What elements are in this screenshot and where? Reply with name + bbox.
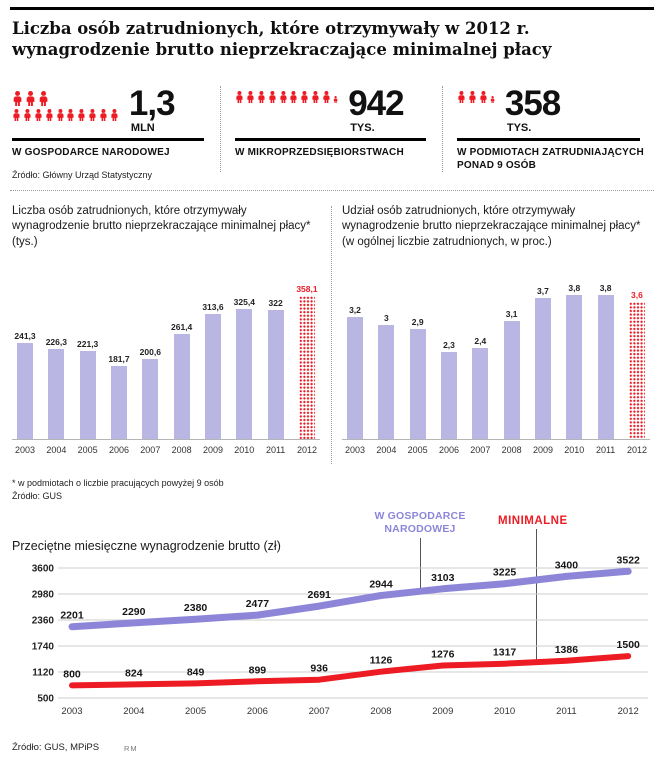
bar-year-label: 2008 <box>171 445 192 455</box>
bar-value-label: 3,6 <box>631 290 643 301</box>
bar-value-label: 358,1 <box>296 283 318 294</box>
bar-value-label: 2,4 <box>474 335 487 346</box>
point-label: 824 <box>125 667 143 680</box>
bar-value-label: 241,3 <box>14 330 36 341</box>
bar <box>598 295 614 439</box>
bar <box>535 298 551 439</box>
bar-column <box>530 286 556 439</box>
bar <box>142 359 158 439</box>
bar <box>205 314 221 439</box>
stat-value: 1,3 <box>128 84 175 123</box>
bar-column <box>263 298 289 439</box>
person-icon <box>12 91 23 106</box>
person-icons-group <box>235 86 338 103</box>
bar-value-label: 322 <box>268 298 283 309</box>
source-gus: Źródło: GUS <box>12 491 63 501</box>
bar-value-label: 200,6 <box>139 346 161 357</box>
bar-value-label: 313,6 <box>202 301 224 312</box>
x-tick-label: 2010 <box>494 706 516 717</box>
stat-unit: TYS. <box>350 122 375 134</box>
bar-column <box>405 317 431 439</box>
panel-liczba-osob <box>12 204 320 464</box>
point-label: 3400 <box>554 559 579 572</box>
stat-label: W GOSPODARCE NARODOWEJ <box>12 147 170 158</box>
point-label: 849 <box>186 666 205 679</box>
stat-top <box>12 86 212 138</box>
bar-value-label: 261,4 <box>171 322 193 333</box>
stat-number-block <box>348 86 403 134</box>
bar-value-label: 2,3 <box>443 339 455 350</box>
bar-year-label: 2010 <box>564 445 585 455</box>
person-icon <box>311 91 320 103</box>
bar-value-label: 221,3 <box>77 338 99 349</box>
bar-column <box>294 284 320 439</box>
bar <box>566 295 582 439</box>
person-icon <box>235 91 244 103</box>
bar-year-label: 2008 <box>501 445 522 455</box>
bar-value-label: 181,7 <box>108 354 130 365</box>
x-tick-label: 2009 <box>432 706 454 717</box>
person-icon <box>110 109 119 121</box>
person-icon <box>479 91 488 103</box>
bar-year-label: 2004 <box>376 445 397 455</box>
bar <box>441 352 457 439</box>
bar-year-label: 2007 <box>470 445 491 455</box>
point-label: 800 <box>63 668 81 681</box>
bar-year-label: 2009 <box>202 445 223 455</box>
bar <box>472 348 488 439</box>
person-icon <box>25 91 36 106</box>
bar-highlighted <box>629 302 645 439</box>
x-tick-label: 2007 <box>308 706 330 717</box>
person-icon-row <box>12 91 119 106</box>
bar-chart-udzial <box>342 274 650 455</box>
bar-highlighted <box>299 296 315 439</box>
person-icon <box>490 96 495 103</box>
point-label: 2691 <box>307 589 331 602</box>
bar <box>347 317 363 439</box>
bar-year-label: 2009 <box>532 445 553 455</box>
stat-label: W MIKROPRZEDSIĘBIORSTWACH <box>235 147 404 158</box>
credit-rm: RM <box>124 744 138 753</box>
bar-column <box>593 283 619 439</box>
bar-column <box>373 313 399 439</box>
person-icon <box>45 109 54 121</box>
stat-underline <box>12 138 204 141</box>
x-axis-labels <box>12 445 320 455</box>
wage-line-chart <box>8 554 656 730</box>
line-chart-title: Przeciętne miesięczne wynagrodzenie brutto (zł) <box>12 539 281 553</box>
bar-chart-title: Udział osób zatrudnionych, które otrzymywały wynagrodzenie brutto nieprzekraczające minimalnej płacy* (w ogólnej liczbie zatrudnionych, w proc.) <box>342 205 641 248</box>
bar-value-label: 3,8 <box>599 282 612 293</box>
bar-column <box>137 347 163 439</box>
person-icon <box>23 109 32 121</box>
x-tick-label: 2004 <box>123 706 145 717</box>
person-icon <box>99 109 108 121</box>
point-label: 2290 <box>122 605 146 618</box>
bar <box>174 334 190 439</box>
source-gus-full: Źródło: Główny Urząd Statystyczny <box>12 170 153 180</box>
y-tick-label: 2980 <box>31 589 54 601</box>
x-tick-label: 2011 <box>556 706 577 717</box>
point-label: 1500 <box>616 639 640 652</box>
x-tick-label: 2012 <box>617 706 639 717</box>
bar-column <box>624 290 650 439</box>
person-icon <box>66 109 75 121</box>
stats-row <box>12 86 656 172</box>
bar <box>378 325 394 439</box>
bar <box>268 310 284 439</box>
bar-column <box>231 297 257 439</box>
x-tick-label: 2006 <box>246 706 268 717</box>
bar-column <box>169 322 195 439</box>
y-tick-label: 2360 <box>31 615 54 627</box>
title-line-2: wynagrodzenie brutto nieprzekraczające minimalnej płacy <box>12 40 552 60</box>
top-rule <box>10 7 654 10</box>
bar-value-label: 3,1 <box>505 309 518 320</box>
bar-year-label: 2005 <box>407 445 428 455</box>
bar <box>410 329 426 439</box>
bar-chart-title: Liczba osób zatrudnionych, które otrzymywały wynagrodzenie brutto nieprzekraczające minimalnej płacy* (tys.) <box>12 205 311 248</box>
bar-column <box>436 340 462 439</box>
bar <box>236 309 252 439</box>
point-label: 1317 <box>492 646 517 659</box>
person-icon <box>34 109 43 121</box>
point-label: 3522 <box>616 554 640 567</box>
bar-value-label: 3,2 <box>349 305 361 316</box>
x-tick-label: 2008 <box>370 706 392 717</box>
series-line-minimalne <box>72 656 628 685</box>
bar-column <box>75 339 101 440</box>
footnote: * w podmiotach o liczbie pracujących powyżej 9 osób <box>12 478 224 488</box>
person-icon <box>268 91 277 103</box>
stat-value: 942 <box>348 84 404 123</box>
stat-underline <box>235 138 426 141</box>
stat-gospodarka-narodowa <box>12 86 220 172</box>
bar-column <box>342 305 368 439</box>
bar-value-label: 2,9 <box>411 316 424 327</box>
person-icon <box>257 91 266 103</box>
bar-column <box>499 309 525 439</box>
bar <box>111 366 127 439</box>
bar-value-label: 226,3 <box>45 336 67 347</box>
person-icon <box>322 91 331 103</box>
point-label: 2380 <box>183 602 208 615</box>
bar-year-label: 2012 <box>626 445 647 455</box>
point-label: 1386 <box>554 643 579 656</box>
point-label: 3225 <box>492 566 517 579</box>
person-icon-row <box>12 109 119 121</box>
source-gus-mpips: Źródło: GUS, MPiPS <box>12 742 100 753</box>
bar <box>17 343 33 440</box>
person-icon <box>12 109 21 121</box>
legend-minimalne: MINIMALNE <box>498 515 568 527</box>
page-title <box>12 18 551 60</box>
stat-underline <box>457 138 640 141</box>
bar-column <box>43 337 69 440</box>
point-label: 1126 <box>369 654 393 667</box>
bar-charts-row <box>12 204 652 464</box>
bar-year-label: 2005 <box>77 445 98 455</box>
stat-mikroprzedsiebiorstwa <box>220 86 442 172</box>
bar-year-label: 2012 <box>296 445 317 455</box>
title-line-1: Liczba osób zatrudnionych, które otrzymywały w 2012 r. <box>12 19 530 38</box>
y-tick-label: 1120 <box>32 667 54 679</box>
bar-column <box>200 302 226 439</box>
point-label: 3103 <box>431 571 455 584</box>
bar-value-label: 3,7 <box>537 286 549 297</box>
person-icon <box>279 91 288 103</box>
x-axis-labels <box>342 445 650 455</box>
y-tick-label: 1740 <box>31 641 54 653</box>
point-label: 2944 <box>369 578 393 591</box>
bar-year-label: 2007 <box>140 445 161 455</box>
person-icons-group <box>457 86 495 103</box>
x-tick-label: 2003 <box>61 706 83 717</box>
person-icon-row <box>235 91 338 103</box>
bar-column <box>467 336 493 439</box>
person-icons-group <box>12 86 119 121</box>
bar-year-label: 2004 <box>46 445 67 455</box>
stat-top <box>235 86 434 138</box>
person-icon <box>56 109 65 121</box>
y-tick-label: 3600 <box>31 563 54 575</box>
panel-udzial-osob <box>342 204 650 464</box>
stat-unit: MLN <box>130 122 155 134</box>
x-tick-label: 2005 <box>185 706 207 717</box>
point-label: 899 <box>248 664 267 677</box>
point-label: 936 <box>310 662 328 675</box>
bar <box>504 321 520 439</box>
point-label: 2201 <box>60 609 84 622</box>
bar-year-label: 2011 <box>265 445 286 455</box>
stat-value: 358 <box>504 84 561 123</box>
bar-chart-liczba <box>12 274 320 455</box>
person-icon <box>333 96 338 103</box>
person-icon-row <box>457 91 495 103</box>
panel-divider <box>331 206 332 464</box>
series-line-gospodarka <box>72 571 628 626</box>
legend-gospodarka-narodowa: W GOSPODARCE NARODOWEJ <box>374 510 466 536</box>
bars-area <box>12 274 320 440</box>
bar-year-label: 2003 <box>14 445 36 455</box>
bar-year-label: 2010 <box>234 445 255 455</box>
bar-column <box>106 354 132 439</box>
stat-label: W PODMIOTACH ZATRUDNIAJĄCYCH PONAD 9 OSÓB <box>457 147 644 171</box>
stat-top <box>457 86 648 138</box>
y-tick-label: 500 <box>37 693 54 705</box>
bar-year-label: 2006 <box>108 445 129 455</box>
stat-unit: TYS. <box>506 122 532 134</box>
bar-year-label: 2003 <box>344 445 366 455</box>
bar-year-label: 2006 <box>438 445 459 455</box>
person-icon <box>77 109 86 121</box>
person-icon <box>468 91 477 103</box>
person-icon <box>88 109 97 121</box>
person-icon <box>38 91 49 106</box>
point-label: 1276 <box>431 648 455 661</box>
section-divider <box>10 190 654 191</box>
bar-value-label: 3 <box>383 313 389 323</box>
bars-area <box>342 274 650 440</box>
wage-chart-section <box>0 508 664 738</box>
point-label: 2477 <box>245 598 270 611</box>
bar-column <box>12 331 38 440</box>
bar-column <box>561 283 587 439</box>
bar-year-label: 2011 <box>595 445 616 455</box>
person-icon <box>289 91 298 103</box>
bar-value-label: 3,8 <box>568 282 581 293</box>
bar <box>80 351 96 440</box>
bar <box>48 349 64 440</box>
stat-number-block <box>505 86 560 134</box>
stat-podmioty-ponad-9 <box>442 86 656 172</box>
person-icon <box>457 91 466 103</box>
stat-number-block <box>129 86 175 134</box>
bar-value-label: 325,4 <box>233 296 255 307</box>
person-icon <box>246 91 255 103</box>
person-icon <box>300 91 309 103</box>
